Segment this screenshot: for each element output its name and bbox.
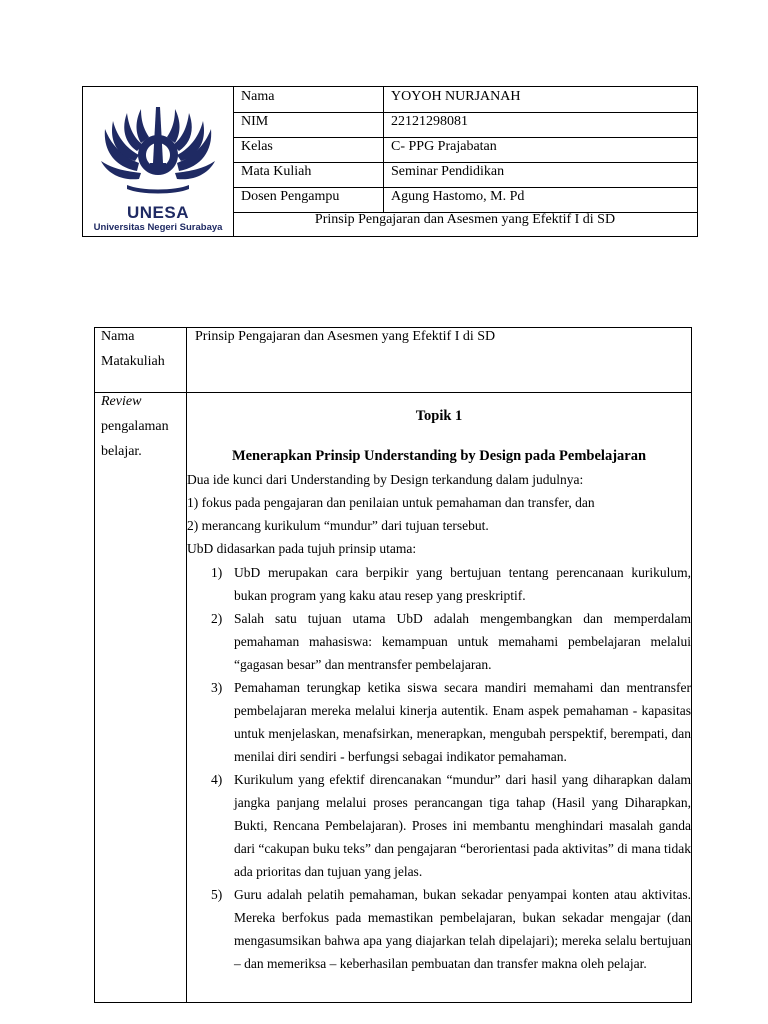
unesa-logo-icon — [97, 105, 219, 201]
logo-cell — [83, 87, 234, 236]
list-number: 3) — [211, 680, 223, 695]
field-label: Nama — [241, 89, 275, 104]
list-item — [187, 768, 691, 883]
list-number: 1) — [211, 565, 223, 580]
field-label: Mata Kuliah — [241, 164, 312, 179]
list-number: 5) — [211, 887, 223, 902]
identity-row-kelas — [233, 137, 697, 163]
review-table — [94, 327, 692, 1003]
row2-label-line2: pengalaman — [101, 419, 169, 434]
list-item — [187, 561, 691, 607]
field-value: Agung Hastomo, M. Pd — [391, 189, 525, 204]
list-text: Kurikulum yang efektif direncanakan “mundur” dari hasil yang diharapkan dalam jangka panjang melalui proses perancangan tiga tahap (Hasil yang Diharapkan, Bukti, Rencana Pembelajaran). Proses ini membantu menghindari masalah ganda dari “cakupan buku teks” dan pengajaran “berorientasi pada aktivitas” di mana tidak ada prioritas dan tujuan yang jelas. — [234, 772, 691, 879]
course-name-value: Prinsip Pengajaran dan Asesmen yang Efektif I di SD — [195, 329, 496, 344]
identity-row-mata-kuliah — [233, 162, 697, 188]
list-item — [187, 883, 691, 975]
logo-subtitle: Universitas Negeri Surabaya — [93, 222, 223, 233]
intro-line-1: Dua ide kunci dari Understanding by Design terkandung dalam judulnya: — [187, 472, 584, 487]
intro-line-4: UbD didasarkan pada tujuh prinsip utama: — [187, 541, 417, 556]
intro-line-3: 2) merancang kurikulum “mundur” dari tujuan tersebut. — [187, 518, 489, 533]
field-label: Dosen Pengampu — [241, 189, 340, 204]
topic-heading: Topik 1 — [415, 408, 463, 424]
row1-label-line2: Matakuliah — [101, 354, 165, 369]
logo-wordmark: UNESA — [126, 203, 189, 222]
identity-title-row: Prinsip Pengajaran dan Asesmen yang Efektif I di SD — [314, 212, 616, 227]
row2-label-review: Review — [101, 394, 142, 409]
list-text: Guru adalah pelatih pemahaman, bukan sekadar penyampai konten atau aktivitas. Mereka berfokus pada memastikan pembelajaran, bukan sekadar mengajar (dan mengasumsikan bahwa apa yang diajarkan telah dipelajari); mereka selalu bertujuan – dan memeriksa – keberhasilan pembuatan dan transfer makna oleh pelajar. — [234, 887, 691, 971]
list-number: 2) — [211, 611, 223, 626]
field-value: C- PPG Prajabatan — [391, 139, 497, 154]
list-item — [187, 607, 691, 676]
list-text: UbD merupakan cara berpikir yang bertujuan tentang perencanaan kurikulum, bukan program yang kaku atau resep yang preskriptif. — [234, 565, 691, 603]
field-label: Kelas — [241, 139, 273, 154]
list-number: 4) — [211, 772, 223, 787]
list-text: Pemahaman terungkap ketika siswa secara mandiri memahami dan mentransfer pembelajaran mereka melalui kinerja autentik. Enam aspek pemahaman - kapasitas untuk menjelaskan, menafsirkan, menerapkan, mengubah perspektif, berempati, dan menilai diri sendiri - berfungsi sebagai indikator pemahaman. — [234, 680, 691, 764]
field-value: Seminar Pendidikan — [391, 164, 505, 179]
field-label: NIM — [241, 114, 269, 129]
list-text: Salah satu tujuan utama UbD adalah mengembangkan dan memperdalam pemahaman mahasiswa: kemampuan untuk memahami pembelajaran melalui “gagasan besar” dan mentransfer pembelajaran. — [234, 611, 691, 672]
row2-label-line3: belajar. — [101, 444, 142, 459]
topic-subtitle: Menerapkan Prinsip Understanding by Design pada Pembelajaran — [231, 448, 647, 464]
row1-label-line1: Nama — [101, 329, 135, 344]
principles-list — [187, 561, 691, 975]
field-value: YOYOH NURJANAH — [391, 89, 521, 104]
identity-row-nama — [233, 87, 697, 113]
intro-line-2: 1) fokus pada pengajaran dan penilaian untuk pemahaman dan transfer, dan — [187, 495, 595, 510]
identity-table — [82, 86, 698, 237]
field-value: 22121298081 — [391, 114, 468, 129]
identity-row-dosen — [233, 187, 697, 213]
list-item — [187, 676, 691, 768]
identity-row-nim — [233, 112, 697, 138]
